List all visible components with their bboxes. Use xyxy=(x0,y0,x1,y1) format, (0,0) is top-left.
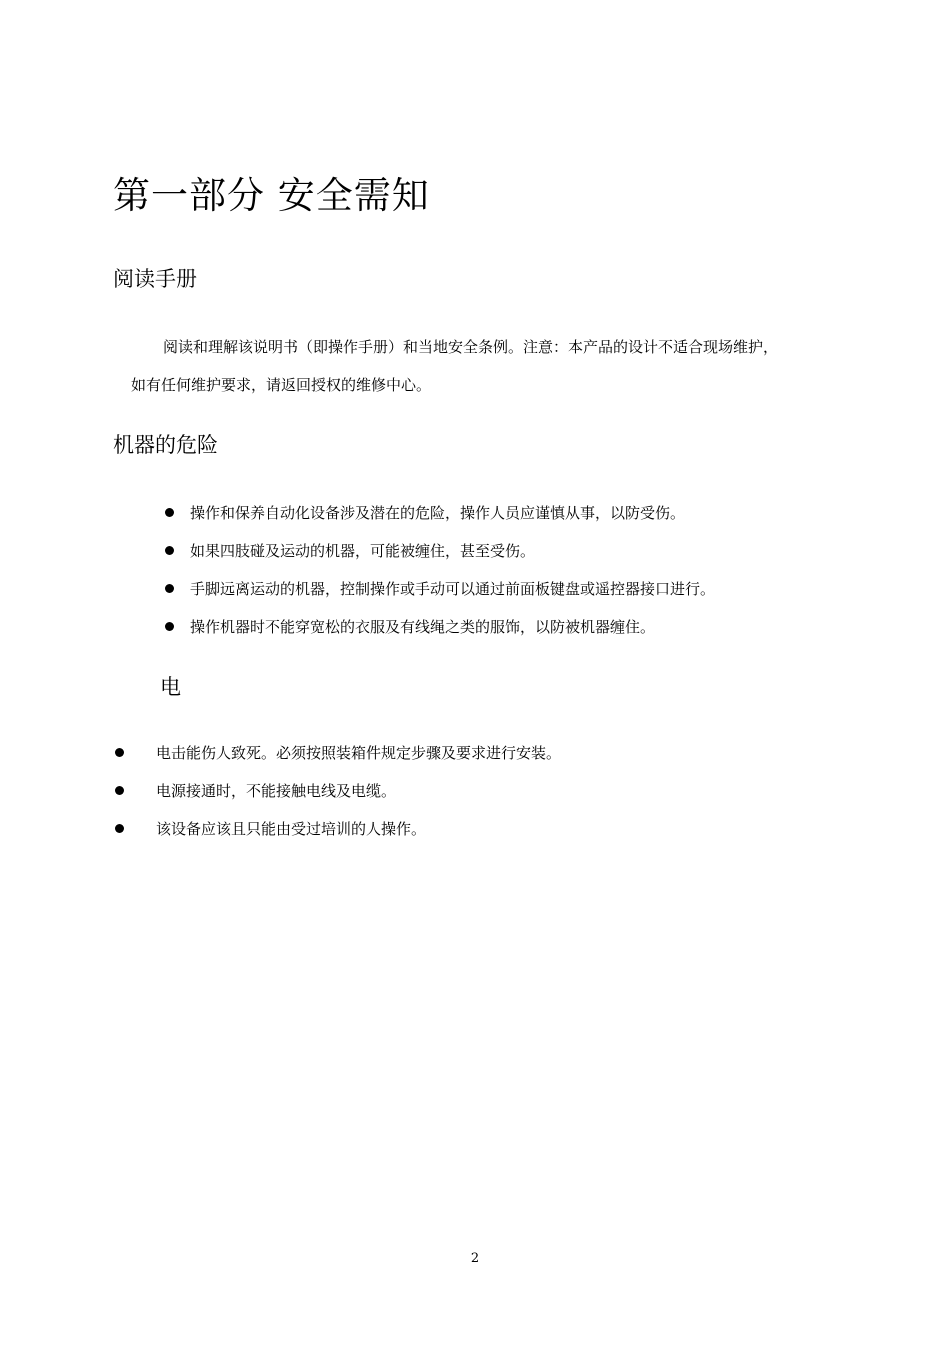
list-item-text: 如果四肢碰及运动的机器，可能被缠住，甚至受伤。 xyxy=(190,542,536,560)
bullet-dot-icon xyxy=(115,748,124,757)
read-manual-paragraph-line2: 如有任何维护要求，请返回授权的维修中心。 xyxy=(131,376,432,394)
page-title: 第一部分 安全需知 xyxy=(113,174,430,217)
page-number: 2 xyxy=(470,1251,480,1266)
bullet-dot-icon xyxy=(165,508,174,517)
bullet-dot-icon xyxy=(115,786,124,795)
section-heading-read-manual: 阅读手册 xyxy=(113,267,197,291)
list-item-text: 手脚远离运动的机器，控制操作或手动可以通过前面板键盘或遥控器接口进行。 xyxy=(190,580,716,598)
bullet-dot-icon xyxy=(165,622,174,631)
bullet-dot-icon xyxy=(115,824,124,833)
section-heading-machine-hazard: 机器的危险 xyxy=(113,433,218,457)
bullet-dot-icon xyxy=(165,546,174,555)
section-heading-electric: 电 xyxy=(160,675,181,699)
list-item-text: 操作和保养自动化设备涉及潜在的危险，操作人员应谨慎从事，以防受伤。 xyxy=(190,504,686,522)
bullet-dot-icon xyxy=(165,584,174,593)
list-item-text: 操作机器时不能穿宽松的衣服及有线绳之类的服饰，以防被机器缠住。 xyxy=(190,618,656,636)
list-item-text: 电击能伤人致死。必须按照装箱件规定步骤及要求进行安装。 xyxy=(156,744,562,762)
list-item-text: 电源接通时，不能接触电线及电缆。 xyxy=(156,782,397,800)
list-item-text: 该设备应该且只能由受过培训的人操作。 xyxy=(156,820,427,838)
read-manual-paragraph-line1: 阅读和理解该说明书（即操作手册）和当地安全条例。注意：本产品的设计不适合现场维护， xyxy=(163,338,779,356)
